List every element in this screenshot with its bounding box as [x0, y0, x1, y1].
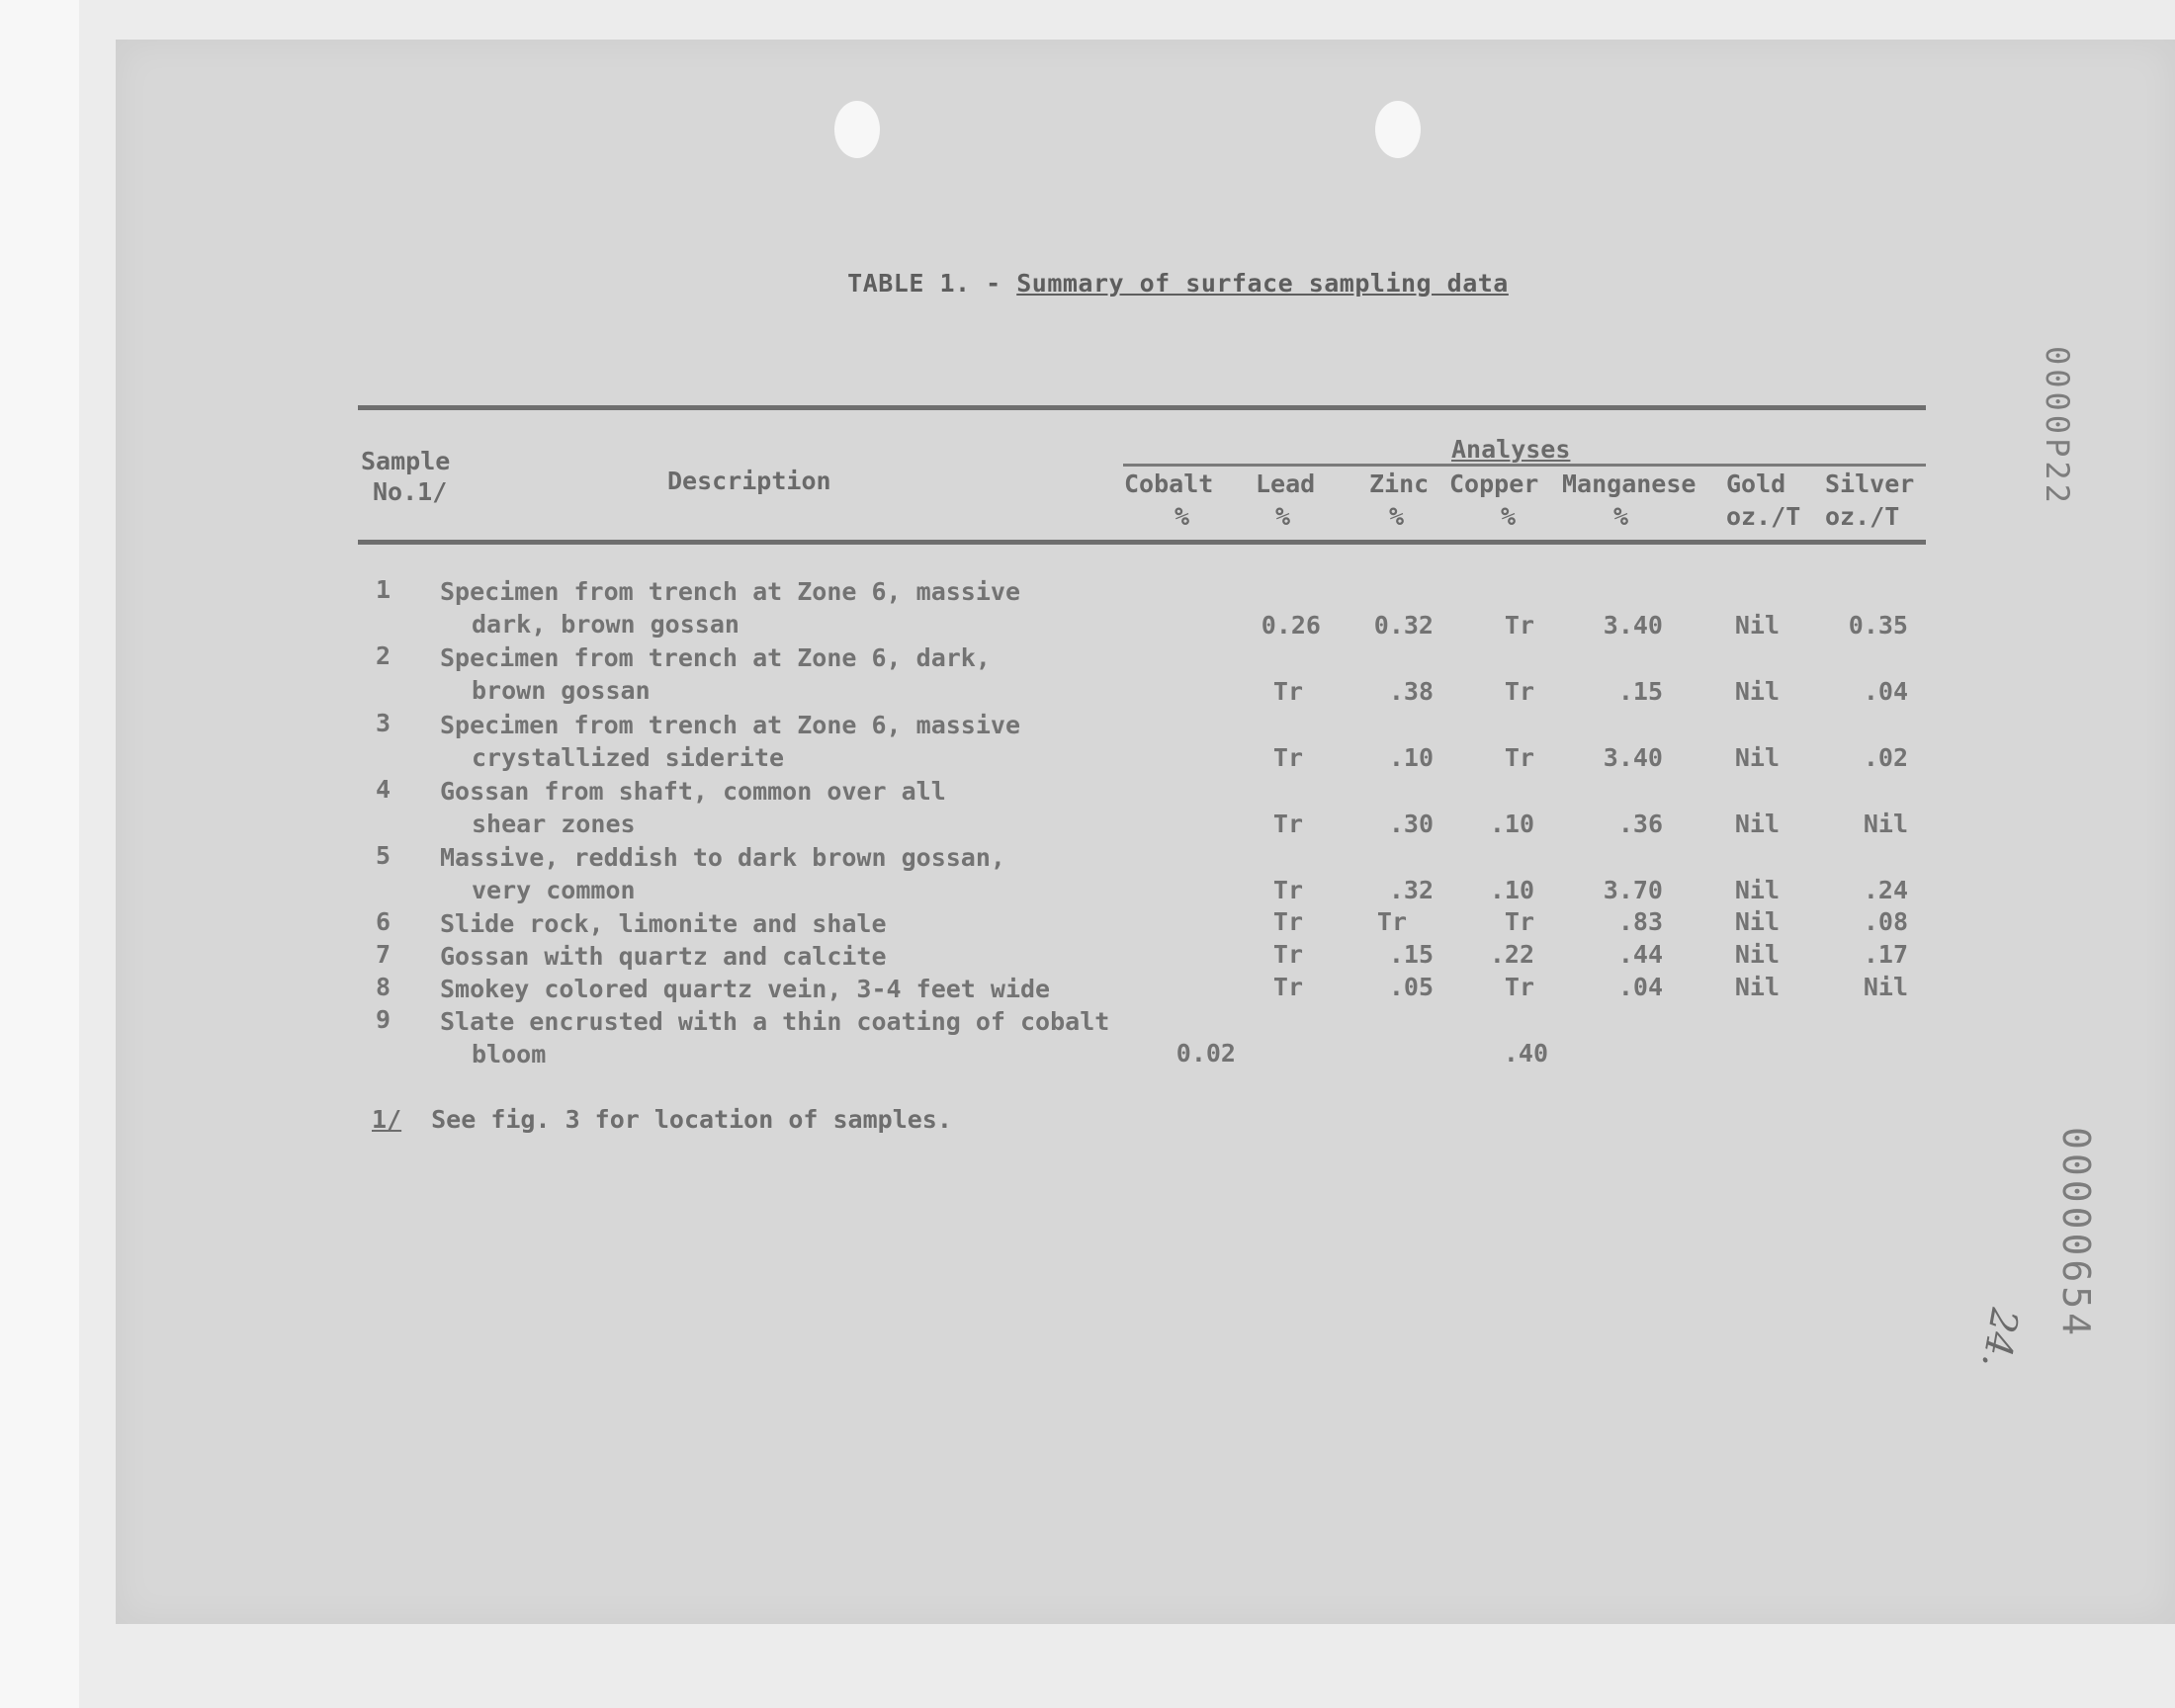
- silver-value: .17: [1863, 940, 1908, 969]
- zinc-value: .10: [1388, 743, 1434, 772]
- punch-hole: [834, 101, 880, 158]
- archive-stamp-bottom: 00000654: [2054, 1127, 2098, 1340]
- row-description: Slate encrusted with a thin coating of cobalt bloom: [440, 1007, 1110, 1068]
- gold-value: Nil: [1734, 810, 1780, 838]
- row-description: Specimen from trench at Zone 6, massive crystallized siderite: [440, 711, 1020, 772]
- lead-value: Tr: [1272, 677, 1303, 706]
- manganese-value: .15: [1617, 677, 1663, 706]
- row-description: Gossan with quartz and calcite: [440, 942, 887, 971]
- manganese-value: .83: [1617, 907, 1663, 936]
- table-title-prefix: TABLE 1. -: [847, 269, 1017, 298]
- copper-value: Tr: [1504, 677, 1534, 706]
- row-description: Gossan from shaft, common over all shear zones: [440, 777, 946, 838]
- copper-value: Tr: [1504, 743, 1534, 772]
- manganese-value: .04: [1617, 973, 1663, 1001]
- lead-value: Tr: [1272, 743, 1303, 772]
- table-row: 9: [376, 1005, 392, 1034]
- manganese-value: .36: [1617, 810, 1663, 838]
- gold-value: Nil: [1734, 611, 1780, 640]
- archive-stamp-top: 0000P22: [2039, 346, 2076, 507]
- silver-value: .02: [1863, 743, 1908, 772]
- analyses-group-header: Analyses: [1451, 435, 1571, 464]
- row-description: Massive, reddish to dark brown gossan, very common: [440, 843, 1005, 904]
- table-row: 3: [376, 709, 392, 737]
- footnote: [372, 1105, 952, 1134]
- cobalt-header: Cobalt: [1124, 470, 1214, 498]
- gold-unit: oz./T: [1726, 502, 1801, 531]
- gold-value: Nil: [1734, 973, 1780, 1001]
- zinc-value: .38: [1388, 677, 1434, 706]
- gold-value: Nil: [1734, 876, 1780, 904]
- copper-value: .22: [1489, 940, 1534, 969]
- lead-value: Tr: [1272, 973, 1303, 1001]
- lead-value: Tr: [1272, 940, 1303, 969]
- silver-value: .24: [1863, 876, 1908, 904]
- sample-header-line2: No.1/: [373, 477, 448, 506]
- gold-value: Nil: [1734, 743, 1780, 772]
- row-description: Specimen from trench at Zone 6, dark, brown gossan: [440, 643, 991, 705]
- zinc-value: Tr: [1376, 907, 1407, 936]
- table-row: 7: [376, 940, 392, 969]
- silver-value: Nil: [1863, 810, 1908, 838]
- lead-value: Tr: [1272, 810, 1303, 838]
- manganese-header: Manganese: [1562, 470, 1696, 498]
- table-title: [0, 269, 2059, 298]
- manganese-value: 3.40: [1603, 743, 1663, 772]
- silver-value: .04: [1863, 677, 1908, 706]
- manganese-unit: %: [1613, 502, 1629, 531]
- cobalt-value: 0.02: [1175, 1039, 1236, 1068]
- analyses-rule: [1123, 464, 1926, 467]
- zinc-value: .32: [1388, 876, 1434, 904]
- scan-margin: [0, 0, 79, 1708]
- zinc-value: .30: [1388, 810, 1434, 838]
- copper-value: Tr: [1504, 907, 1534, 936]
- gold-value: Nil: [1734, 677, 1780, 706]
- silver-value: 0.35: [1848, 611, 1908, 640]
- zinc-unit: %: [1389, 502, 1405, 531]
- top-rule: [358, 405, 1926, 410]
- copper-unit: %: [1501, 502, 1517, 531]
- zinc-value: 0.32: [1373, 611, 1434, 640]
- zinc-header: Zinc: [1369, 470, 1430, 498]
- footnote-mark: 1/: [372, 1105, 402, 1134]
- copper-value: .10: [1489, 810, 1534, 838]
- table-row: 8: [376, 973, 392, 1001]
- gold-value: Nil: [1734, 940, 1780, 969]
- copper-value: Tr: [1504, 973, 1534, 1001]
- zinc-value: .05: [1388, 973, 1434, 1001]
- gold-header: Gold: [1726, 470, 1786, 498]
- row-description: Slide rock, limonite and shale: [440, 909, 887, 938]
- cobalt-unit: %: [1174, 502, 1190, 531]
- table-row: 1: [376, 575, 392, 604]
- table-row: 6: [376, 907, 392, 936]
- zinc-value: .15: [1388, 940, 1434, 969]
- table-row: 5: [376, 841, 392, 870]
- sample-header-line1: Sample: [361, 447, 451, 475]
- silver-value: Nil: [1863, 973, 1908, 1001]
- row-description: Smokey colored quartz vein, 3-4 feet wide: [440, 975, 1051, 1003]
- header-bottom-rule: [358, 540, 1926, 545]
- footnote-text: See fig. 3 for location of samples.: [431, 1105, 952, 1134]
- punch-hole: [1375, 101, 1421, 158]
- copper-value: .10: [1489, 876, 1534, 904]
- manganese-value: 3.70: [1603, 876, 1663, 904]
- manganese-value: .44: [1617, 940, 1663, 969]
- table-row: 2: [376, 641, 392, 670]
- silver-header: Silver: [1825, 470, 1915, 498]
- description-header: Description: [667, 467, 831, 495]
- copper-value: Tr: [1504, 611, 1534, 640]
- copper-header: Copper: [1449, 470, 1539, 498]
- silver-value: .08: [1863, 907, 1908, 936]
- lead-unit: %: [1275, 502, 1291, 531]
- copper-value: .40: [1503, 1039, 1548, 1068]
- lead-header: Lead: [1256, 470, 1316, 498]
- manganese-value: 3.40: [1603, 611, 1663, 640]
- gold-value: Nil: [1734, 907, 1780, 936]
- row-description: Specimen from trench at Zone 6, massive dark, brown gossan: [440, 577, 1020, 639]
- table-title-main: Summary of surface sampling data: [1016, 269, 1509, 298]
- lead-value: Tr: [1272, 876, 1303, 904]
- lead-value: Tr: [1272, 907, 1303, 936]
- lead-value: 0.26: [1261, 611, 1321, 640]
- table-row: 4: [376, 775, 392, 804]
- page-number: 24.: [1973, 1305, 2028, 1372]
- silver-unit: oz./T: [1825, 502, 1900, 531]
